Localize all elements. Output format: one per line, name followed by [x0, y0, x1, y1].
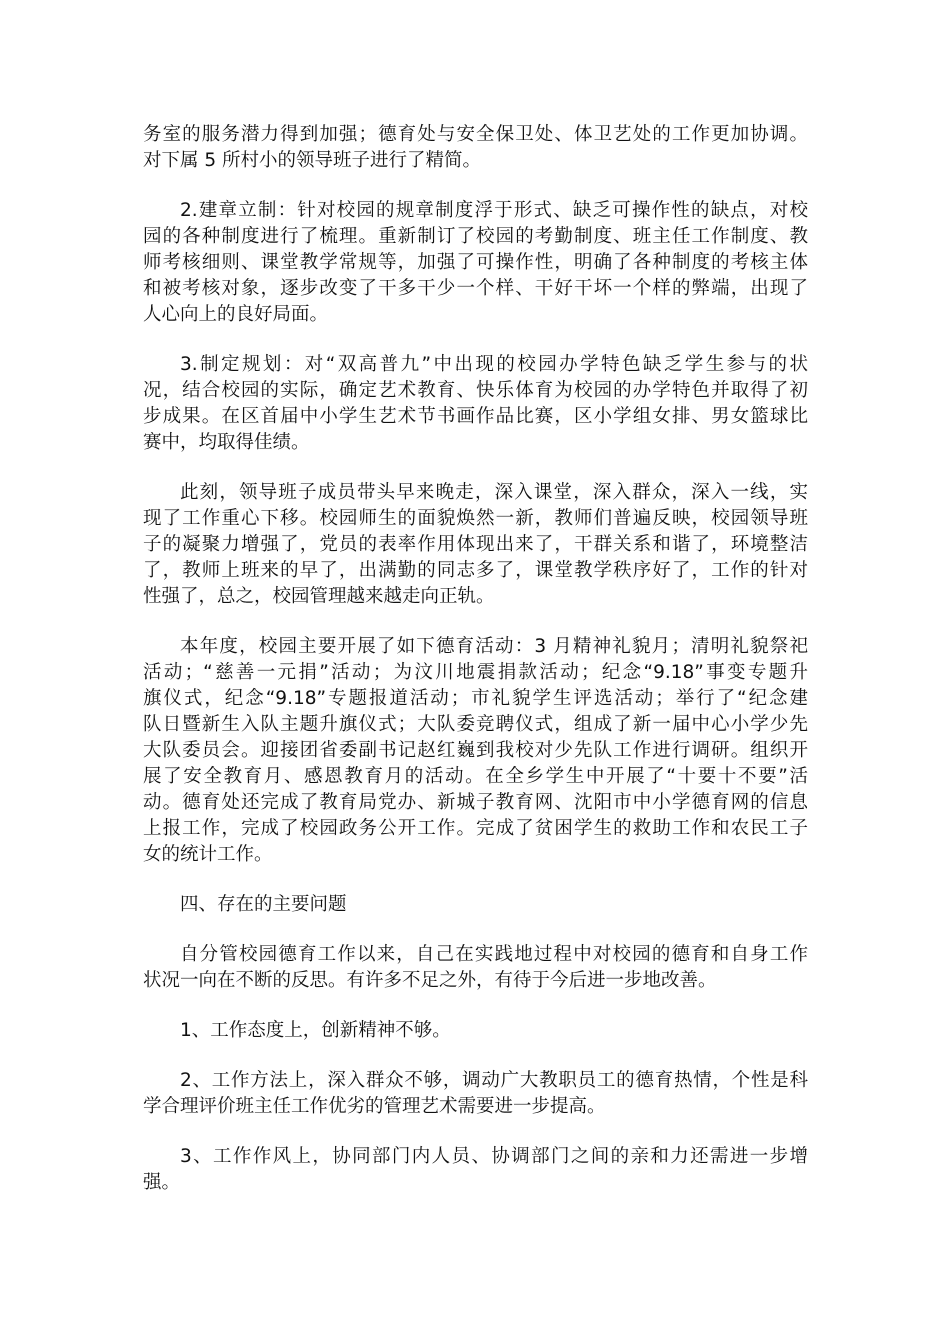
paragraph — [143, 942, 808, 994]
paragraph-line: 活动；“慈善一元捐”活动；为汶川地震捐款活动；纪念“9.18”事变专题升 — [143, 662, 808, 683]
paragraph-line: 人心向上的良好局面。 — [143, 304, 329, 325]
paragraph-line: 性强了，总之，校园管理越来越走向正轨。 — [143, 586, 495, 607]
paragraph-line: 子的凝聚力增强了，党员的表率作用体现出来了，干群关系和谐了，环境整洁 — [143, 534, 808, 555]
paragraph-line: 对下属 5 所村小的领导班子进行了精简。 — [143, 150, 482, 171]
paragraph-line: 3.制定规划：对“双高普九”中出现的校园办学特色缺乏学生参与的状 — [180, 354, 808, 375]
paragraph-line: 赛中，均取得佳绩。 — [143, 432, 310, 453]
paragraph-line: 学合理评价班主任工作优劣的管理艺术需要进一步提高。 — [143, 1096, 606, 1117]
paragraph-line: 队日暨新生入队主题升旗仪式；大队委竞聘仪式，组成了新一届中心小学少先 — [143, 714, 808, 735]
paragraph — [143, 634, 808, 868]
paragraph-line: 上报工作，完成了校园政务公开工作。完成了贫困学生的救助工作和农民工子 — [143, 818, 808, 839]
paragraph-line: 自分管校园德育工作以来，自己在实践地过程中对校园的德育和自身工作 — [180, 944, 808, 965]
paragraph — [143, 892, 808, 918]
paragraph-line: 本年度，校园主要开展了如下德育活动：3 月精神礼貌月；清明礼貌祭祀 — [180, 636, 808, 657]
paragraph-line: 步成果。在区首届中小学生艺术节书画作品比赛，区小学组女排、男女篮球比 — [143, 406, 808, 427]
paragraph-line: 况，结合校园的实际，确定艺术教育、快乐体育为校园的办学特色并取得了初 — [143, 380, 808, 401]
paragraph — [143, 352, 808, 456]
paragraph-line: 此刻，领导班子成员带头早来晚走，深入课堂，深入群众，深入一线，实 — [180, 482, 808, 503]
paragraph-line: 了，教师上班来的早了，出满勤的同志多了，课堂教学秩序好了，工作的针对 — [143, 560, 808, 581]
paragraph-line: 1、工作态度上，创新精神不够。 — [180, 1020, 451, 1041]
paragraph-line: 2、工作方法上，深入群众不够，调动广大教职员工的德育热情，个性是科 — [180, 1070, 808, 1091]
paragraph — [143, 1068, 808, 1120]
paragraph-line: 动。德育处还完成了教育局党办、新城子教育网、沈阳市中小学德育网的信息 — [143, 792, 808, 813]
paragraph-line: 展了安全教育月、感恩教育月的活动。在全乡学生中开展了“十要十不要”活 — [143, 766, 808, 787]
paragraph — [143, 198, 808, 328]
paragraph-line: 状况一向在不断的反思。有许多不足之外，有待于今后进一步地改善。 — [143, 970, 717, 991]
paragraph-line: 师考核细则、课堂教学常规等，加强了可操作性，明确了各种制度的考核主体 — [143, 252, 808, 273]
paragraph — [143, 122, 808, 174]
paragraph-line: 旗仪式，纪念“9.18”专题报道活动；市礼貌学生评选活动；举行了“纪念建 — [143, 688, 808, 709]
paragraph-line: 3、工作作风上，协同部门内人员、协调部门之间的亲和力还需进一步增 — [180, 1146, 808, 1167]
paragraph-line: 和被考核对象，逐步改变了干多干少一个样、干好干坏一个样的弊端，出现了 — [143, 278, 808, 299]
paragraph — [143, 480, 808, 610]
paragraph-line: 现了工作重心下移。校园师生的面貌焕然一新，教师们普遍反映，校园领导班 — [143, 508, 808, 529]
paragraph-line: 女的统计工作。 — [143, 844, 273, 865]
document-body — [143, 122, 808, 1220]
paragraph-line: 2.建章立制：针对校园的规章制度浮于形式、缺乏可操作性的缺点，对校 — [180, 200, 808, 221]
paragraph-line: 园的各种制度进行了梳理。重新制订了校园的考勤制度、班主任工作制度、教 — [143, 226, 808, 247]
paragraph-line: 强。 — [143, 1172, 181, 1193]
paragraph-line: 大队委员会。迎接团省委副书记赵红巍到我校对少先队工作进行调研。组织开 — [143, 740, 808, 761]
paragraph-line: 四、存在的主要问题 — [180, 894, 347, 915]
paragraph — [143, 1018, 808, 1044]
paragraph — [143, 1144, 808, 1196]
paragraph-line: 务室的服务潜力得到加强；德育处与安全保卫处、体卫艺处的工作更加协调。 — [143, 124, 808, 145]
